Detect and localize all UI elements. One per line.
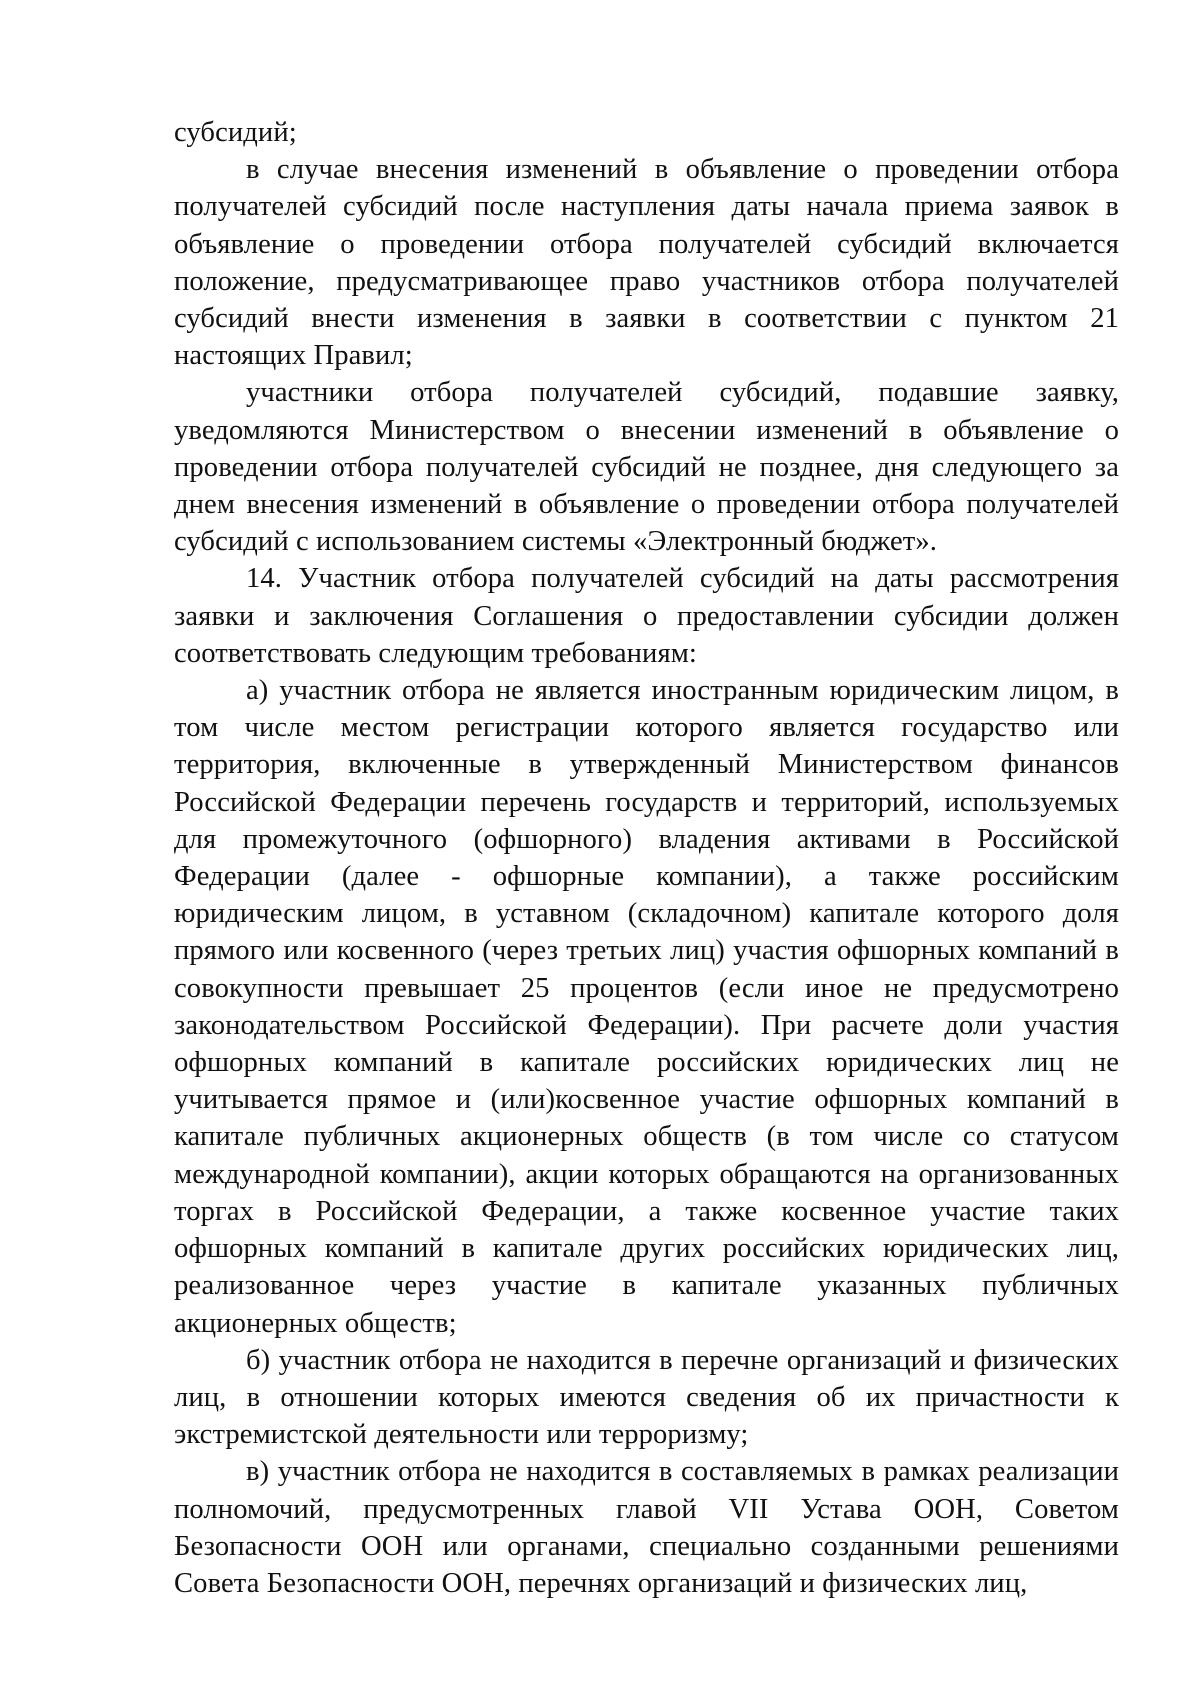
paragraph-continuation: субсидий; [174, 117, 297, 148]
paragraph-subitem-b: б) участник отбора не находится в перечне организаций и физических лиц, в отношении которых имеются сведения об их причастности к экстремистской деятельности или терроризму; [174, 1344, 1119, 1451]
paragraph-participant-notification: участники отбора получателей субсидий, подавшие заявку, уведомляются Министерством о внесении изменений в объявление о проведении отбора получателей субсидий не позднее, дня следующего за днем внесения изменений в объявление о проведении отбора получателей субсидий с использованием системы «Электронный бюджет». [174, 377, 1119, 558]
paragraph-item-14: 14. Участник отбора получателей субсидий на даты рассмотрения заявки и заключения Соглашения о предоставлении субсидии должен соответствовать следующим требованиям: [174, 563, 1119, 669]
paragraph-amendment-after-start: в случае внесения изменений в объявление о проведении отбора получателей субсидий после наступления даты начала приема заявок в объявление о проведении отбора получателей субсидий включается положение, предусматривающее право участников отбора получателей субсидий внести изменения в заявки в соответствии с пунктом 21 настоящих Правил; [174, 154, 1119, 372]
paragraph-subitem-a: а) участник отбора не является иностранным юридическим лицом, в том числе местом регистрации которого является государство или территория, включенные в утвержденный Министерством финансов Российской Федерации перечень государств и территорий, используемых для промежуточного (офшорного) владения активами в Российской Федерации (далее - офшорные компании), а также российским юридическим лицом, в уставном (складочном) капитале которого доля прямого или косвенного (через третьих лиц) участия офшорных компаний в совокупности превышает 25 процентов (если иное не предусмотрено законодательством Российской Федерации). При расчете доли участия офшорных компаний в капитале российских юридических лиц не учитывается прямое и (или)косвенное участие офшорных компаний в капитале публичных акционерных обществ (в том числе со статусом международной компании), акции которых обращаются на организованных торгах в Российской Федерации, а также косвенное участие таких офшорных компаний в капитале других российских юридических лиц, реализованное через участие в капитале указанных публичных акционерных обществ; [174, 675, 1119, 1339]
document-body [174, 114, 1119, 1602]
paragraph-subitem-v: в) участник отбора не находится в составляемых в рамках реализации полномочий, предусмотренных главой VII Устава ООН, Советом Безопасности ООН или органами, специально созданными решениями Совета Безопасности ООН, перечнях организаций и физических лиц, [174, 1456, 1119, 1599]
